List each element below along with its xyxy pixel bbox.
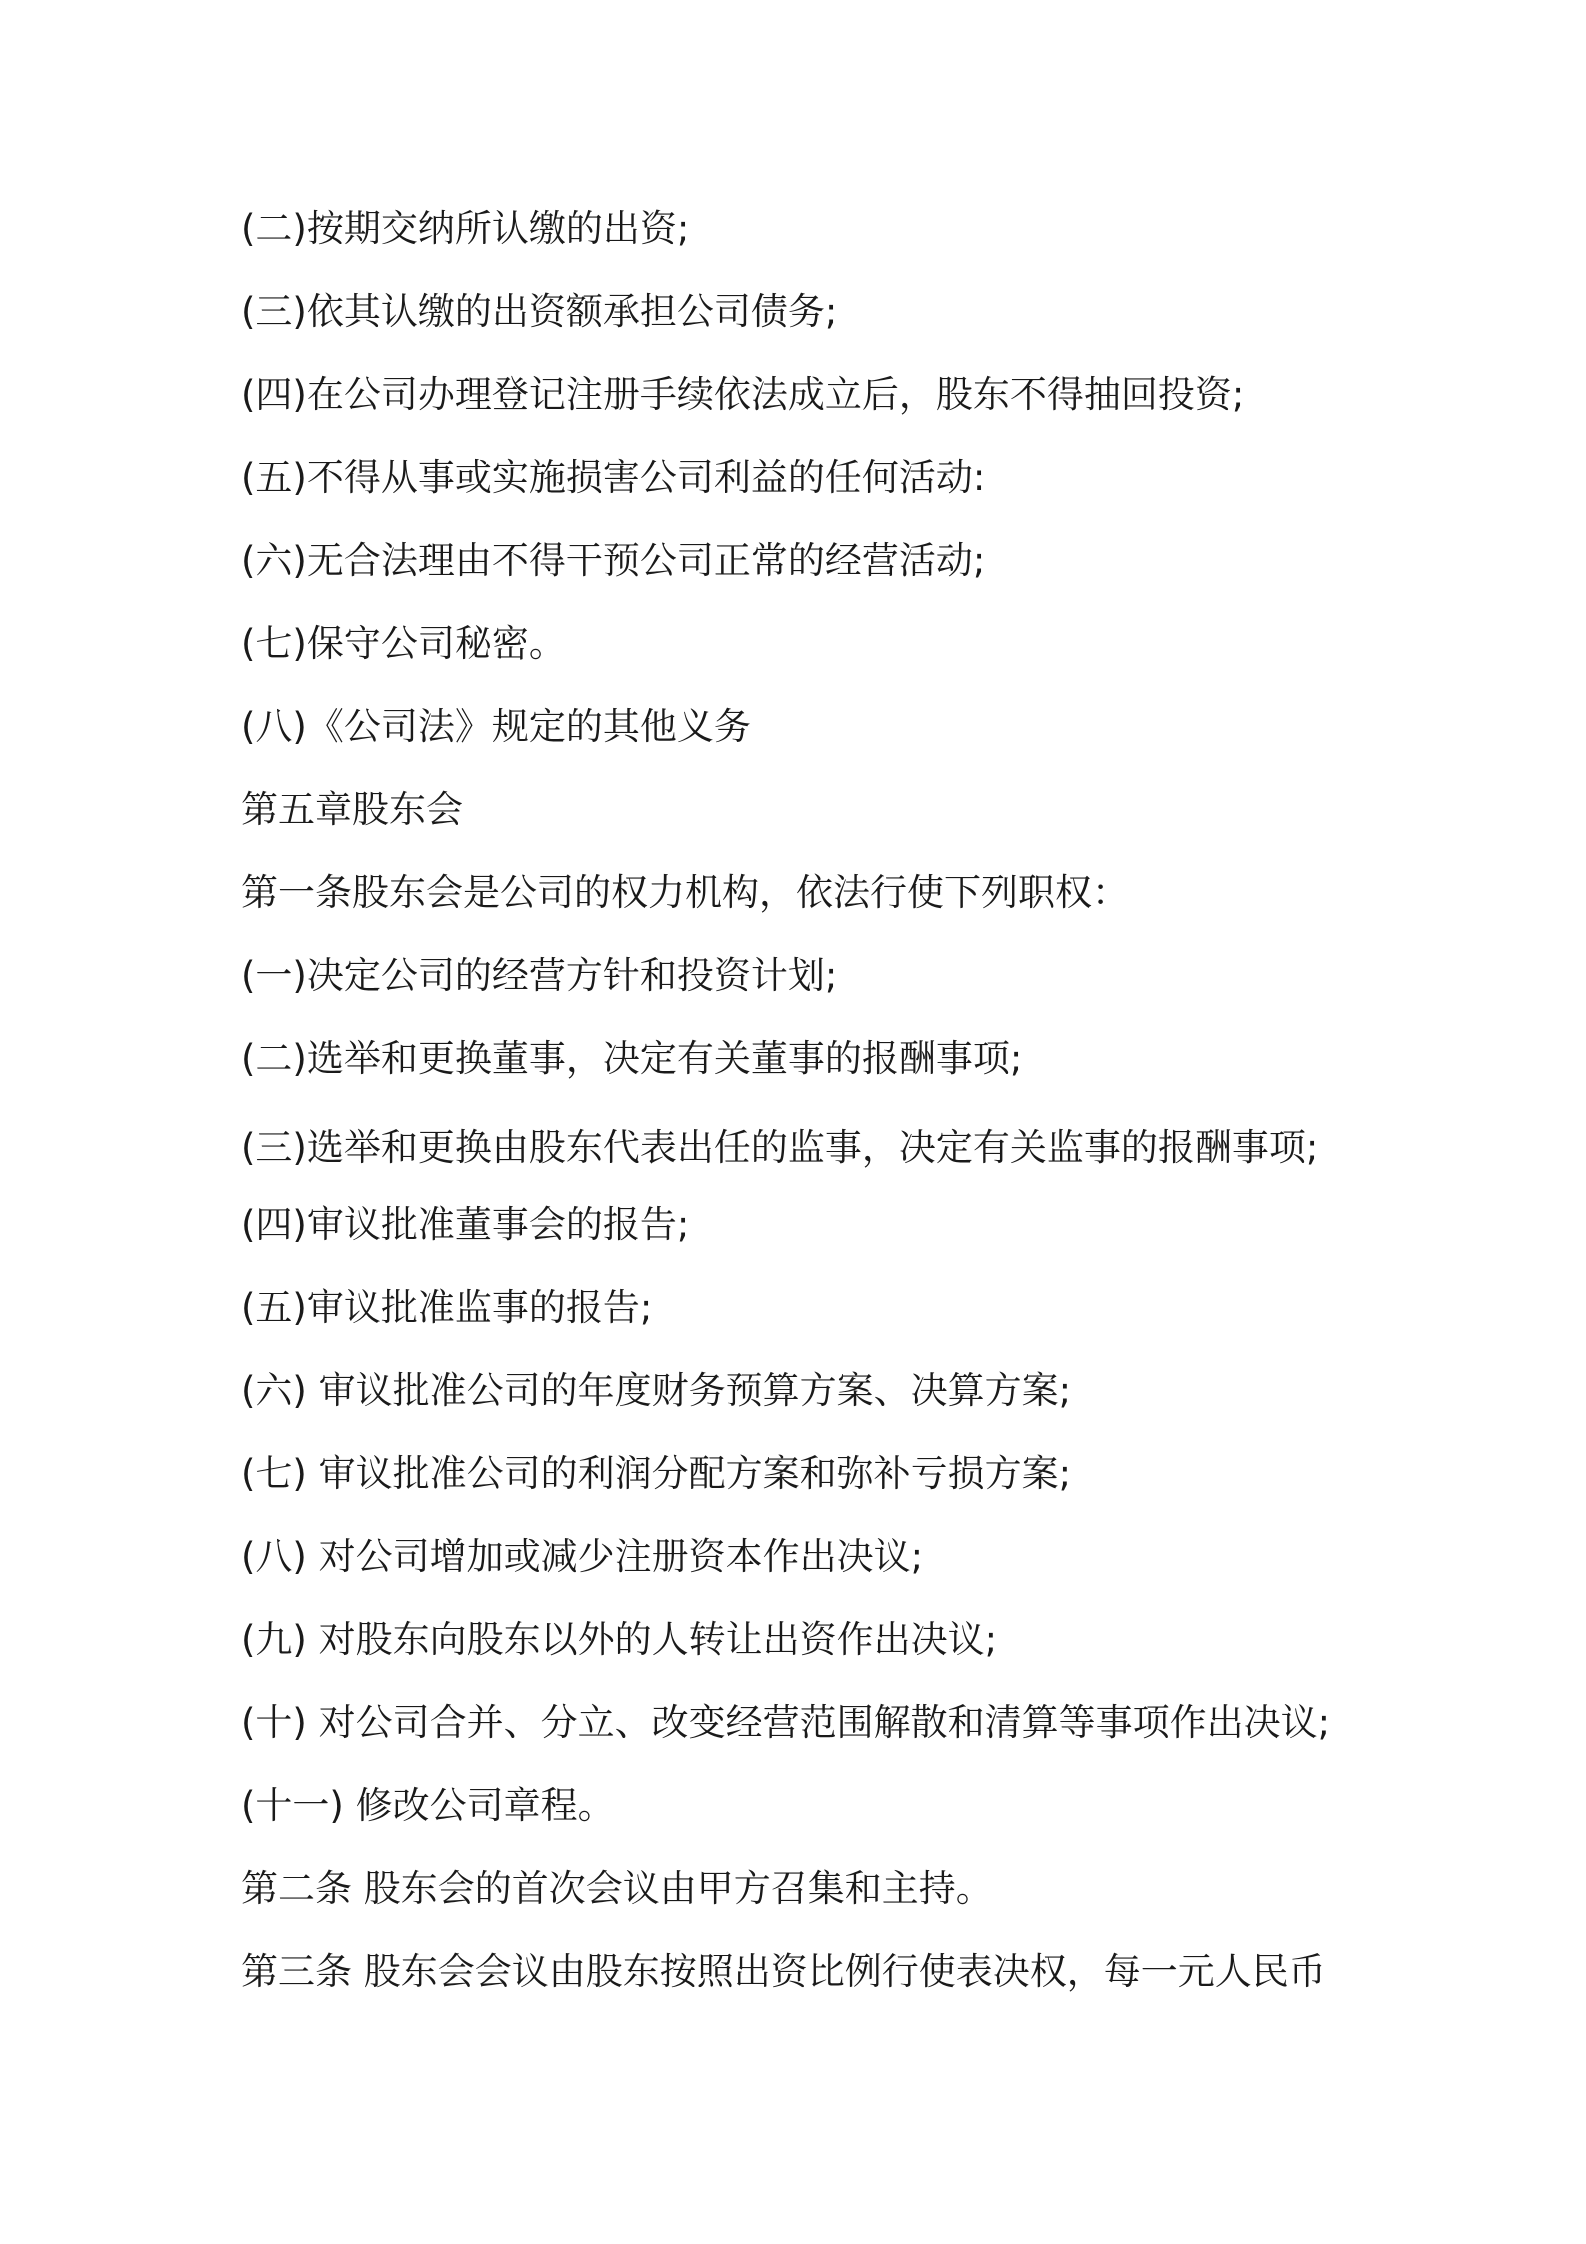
power-item-1: (一)决定公司的经营方针和投资计划;: [241, 954, 838, 997]
power-item-10: (十) 对公司合并、分立、改变经营范围解散和清算等事项作出决议;: [241, 1701, 1331, 1744]
obligation-item-7: (七)保守公司秘密。: [241, 622, 566, 665]
obligation-item-6: (六)无合法理由不得干预公司正常的经营活动;: [241, 539, 986, 582]
obligation-item-5: (五)不得从事或实施损害公司利益的任何活动:: [241, 456, 986, 499]
article-1: 第一条股东会是公司的权力机构，依法行使下列职权：: [241, 871, 1129, 914]
article-3: 第三条 股东会会议由股东按照出资比例行使表决权，每一元人民币: [241, 1950, 1326, 1993]
power-item-7: (七) 审议批准公司的利润分配方案和弥补亏损方案;: [241, 1452, 1072, 1495]
power-item-11: (十一) 修改公司章程。: [241, 1784, 615, 1827]
obligation-item-3: (三)依其认缴的出资额承担公司债务;: [241, 290, 838, 333]
power-item-2: (二)选举和更换董事，决定有关董事的报酬事项;: [241, 1037, 1023, 1080]
power-item-8: (八) 对公司增加或减少注册资本作出决议;: [241, 1535, 924, 1578]
power-item-5: (五)审议批准监事的报告;: [241, 1286, 653, 1329]
power-item-6: (六) 审议批准公司的年度财务预算方案、决算方案;: [241, 1369, 1072, 1412]
power-item-9: (九) 对股东向股东以外的人转让出资作出决议;: [241, 1618, 998, 1661]
article-2: 第二条 股东会的首次会议由甲方召集和主持。: [241, 1867, 993, 1910]
obligation-item-2: (二)按期交纳所认缴的出资;: [241, 207, 690, 250]
obligation-item-8: (八)《公司法》规定的其他义务: [241, 705, 751, 748]
power-item-4: (四)审议批准董事会的报告;: [241, 1203, 690, 1246]
obligation-item-4: (四)在公司办理登记注册手续依法成立后，股东不得抽回投资;: [241, 373, 1245, 416]
power-item-3: (三)选举和更换由股东代表出任的监事，决定有关监事的报酬事项;: [241, 1126, 1319, 1169]
chapter-heading: 第五章股东会: [241, 788, 463, 831]
